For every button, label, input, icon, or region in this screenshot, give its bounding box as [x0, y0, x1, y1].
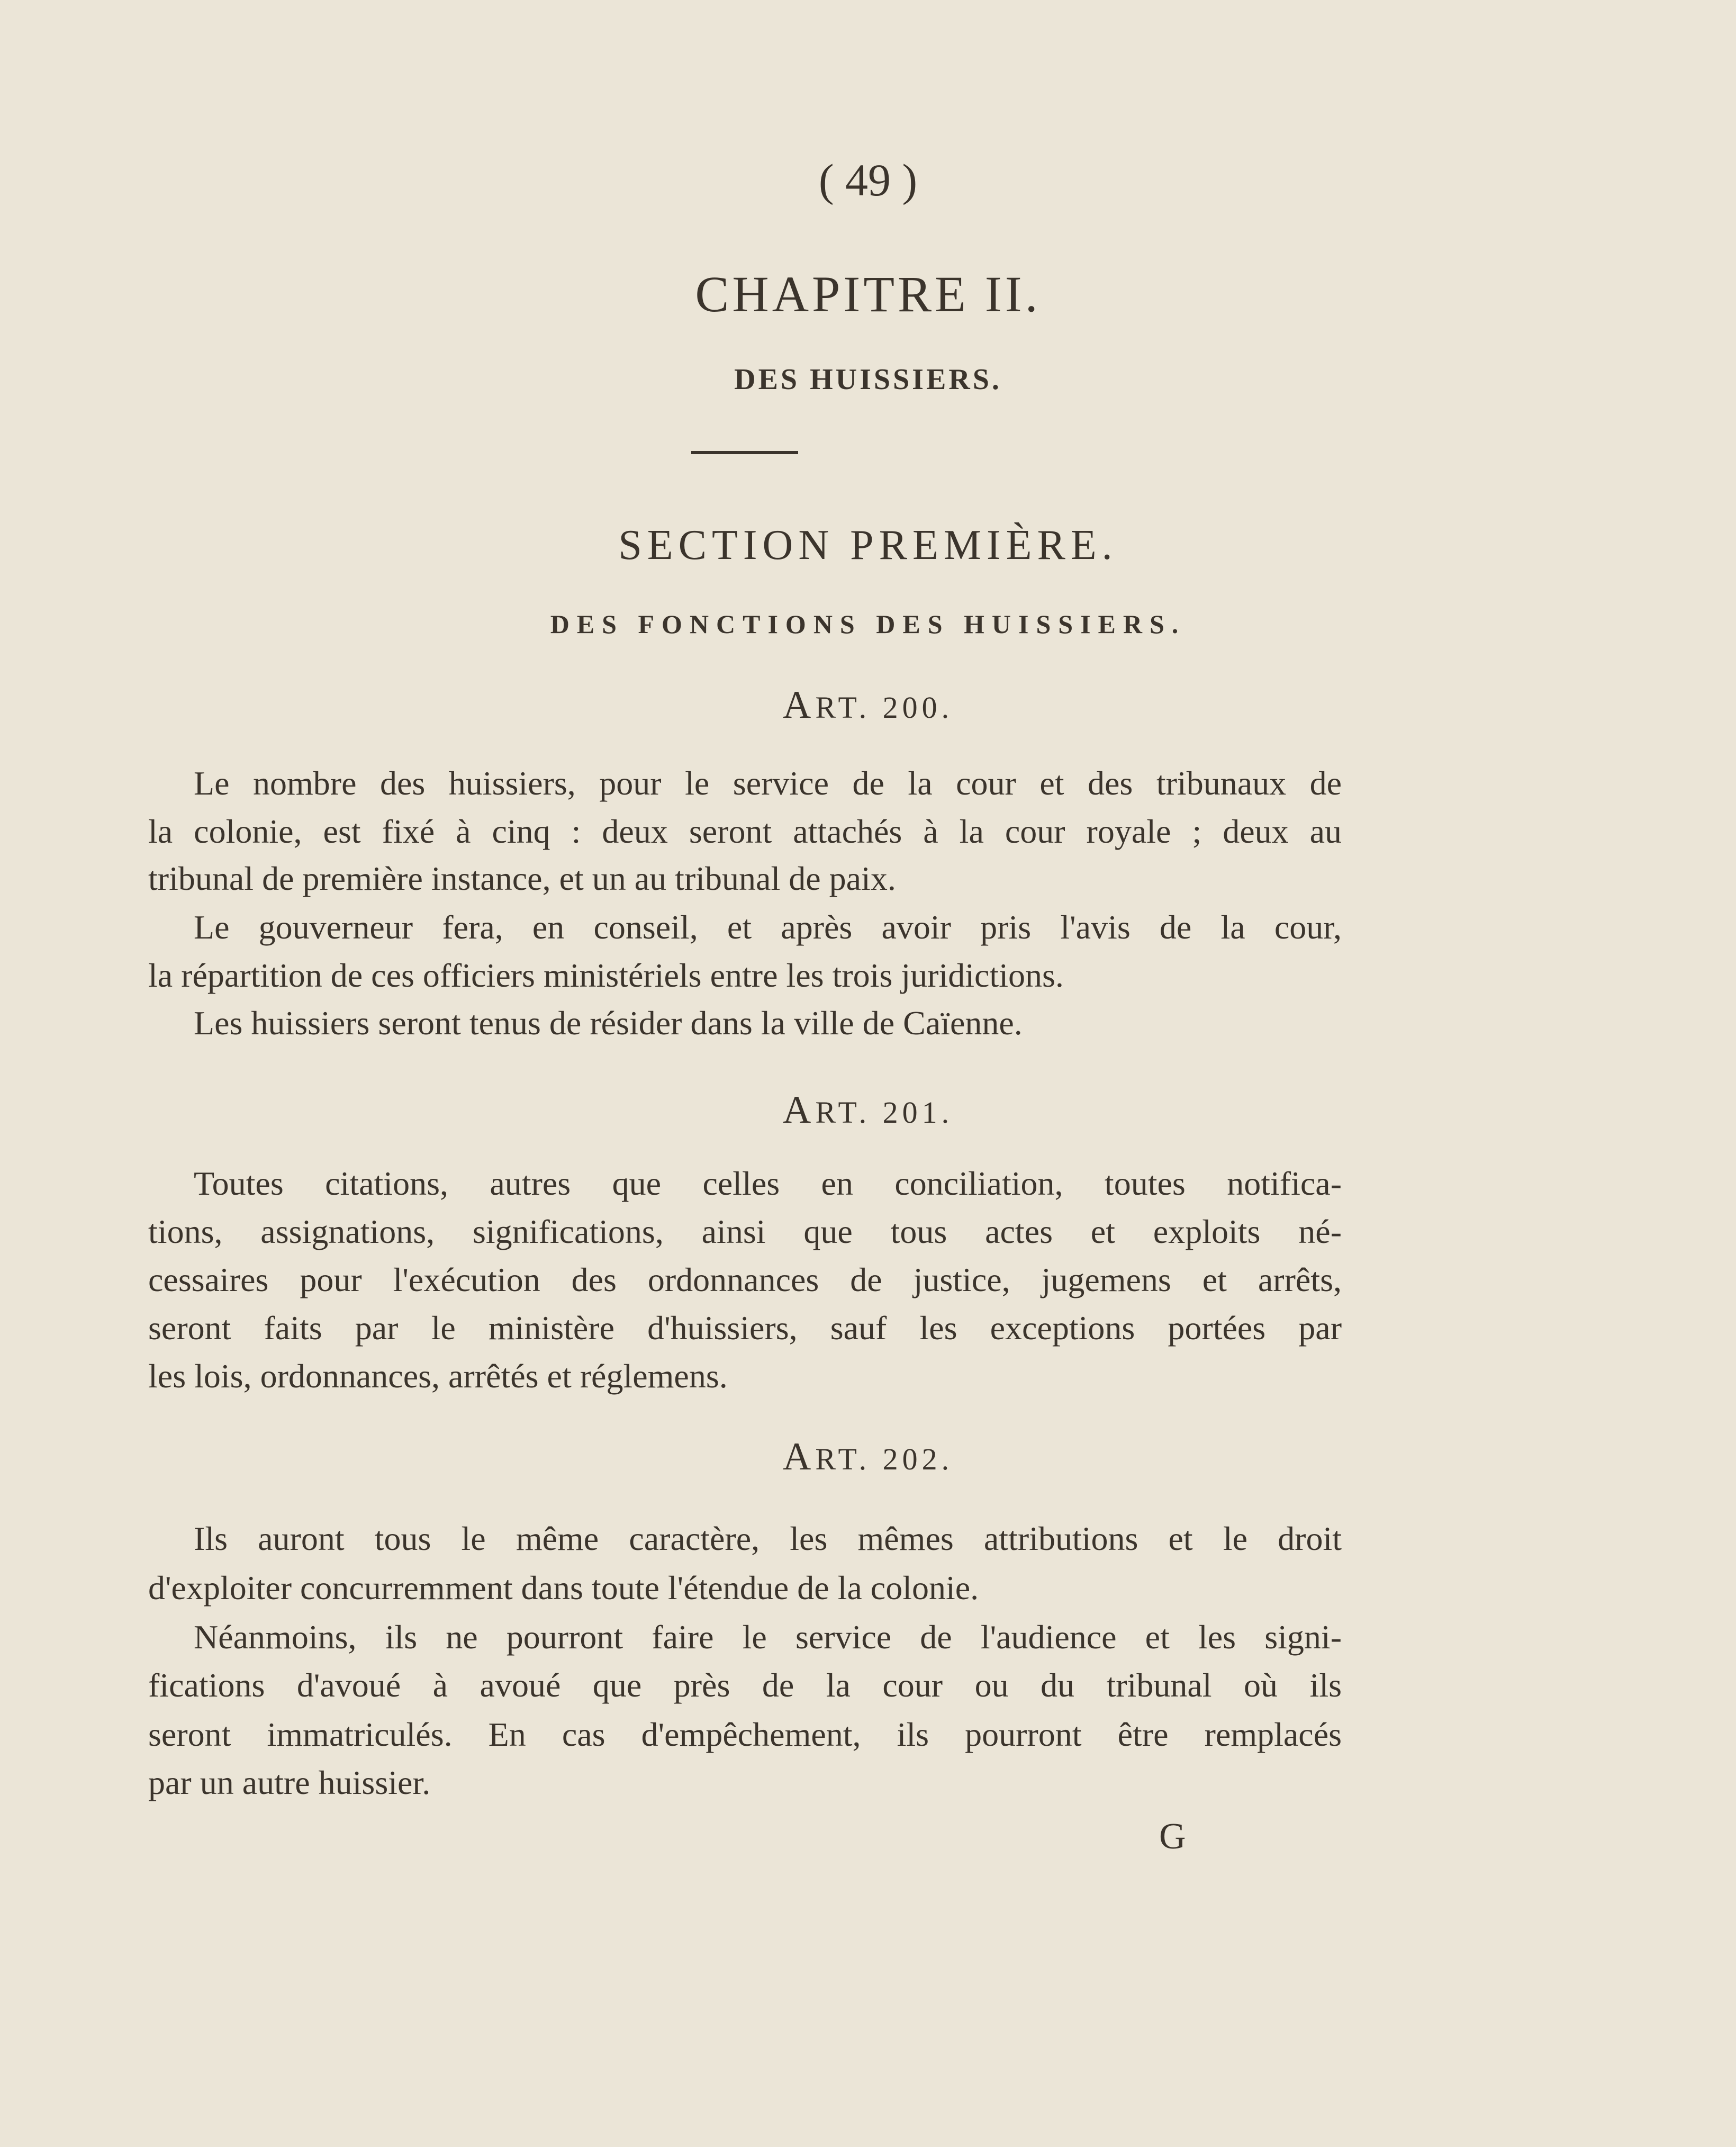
text-line: Ils auront tous le même caractère, les mêmes attributions et le droit	[194, 1520, 1342, 1557]
text-line: la colonie, est fixé à cinq : deux seront attachés à la cour royale ; deux au	[148, 813, 1342, 850]
text-line: par un autre huissier.	[148, 1764, 431, 1801]
article-heading	[0, 1435, 1736, 1480]
article-heading-number: RT. 200.	[815, 690, 954, 725]
text-line: tions, assignations, significations, ainsi que tous actes et exploits né-	[148, 1213, 1342, 1250]
text-line: cessaires pour l'exécution des ordonnances de justice, jugemens et arrêts,	[148, 1261, 1342, 1298]
article-heading-initial: A	[782, 1088, 816, 1132]
text-line: Néanmoins, ils ne pourront faire le service de l'audience et les signi-	[194, 1618, 1342, 1656]
article-heading-initial: A	[782, 683, 816, 727]
text-line: d'exploiter concurremment dans toute l'étendue de la colonie.	[148, 1569, 979, 1607]
chapter-title: CHAPITRE II.	[695, 266, 1041, 322]
text-line: Toutes citations, autres que celles en conciliation, toutes notifica-	[194, 1165, 1342, 1202]
text-line: fications d'avoué à avoué que près de la cour ou du tribunal où ils	[148, 1666, 1342, 1704]
text-line: les lois, ordonnances, arrêtés et réglemens.	[148, 1357, 728, 1395]
section-subtitle: DES FONCTIONS DES HUISSIERS.	[550, 609, 1186, 639]
signature-mark: G	[1159, 1816, 1186, 1857]
article-heading	[0, 1088, 1736, 1133]
text-line: tribunal de première instance, et un au tribunal de paix.	[148, 860, 896, 897]
text-line: Le gouverneur fera, en conseil, et après avoir pris l'avis de la cour,	[194, 908, 1342, 946]
article-heading-number: RT. 201.	[815, 1095, 954, 1130]
article-heading-initial: A	[782, 1435, 816, 1478]
article-heading	[0, 683, 1736, 728]
article-heading-number: RT. 202.	[815, 1442, 954, 1476]
text-line: la répartition de ces officiers ministériels entre les trois juridictions.	[148, 957, 1064, 994]
text-line: Les huissiers seront tenus de résider dans la ville de Caïenne.	[194, 1004, 1023, 1042]
chapter-subtitle: DES HUISSIERS.	[734, 363, 1002, 396]
page-number: ( 49 )	[818, 155, 918, 205]
text-line: Le nombre des huissiers, pour le service de la cour et des tribunaux de	[194, 764, 1342, 802]
divider-rule	[691, 451, 798, 454]
text-line: seront faits par le ministère d'huissiers, sauf les exceptions portées par	[148, 1309, 1342, 1347]
text-line: seront immatriculés. En cas d'empêchement, ils pourront être remplacés	[148, 1716, 1342, 1753]
section-title: SECTION PREMIÈRE.	[618, 522, 1118, 569]
